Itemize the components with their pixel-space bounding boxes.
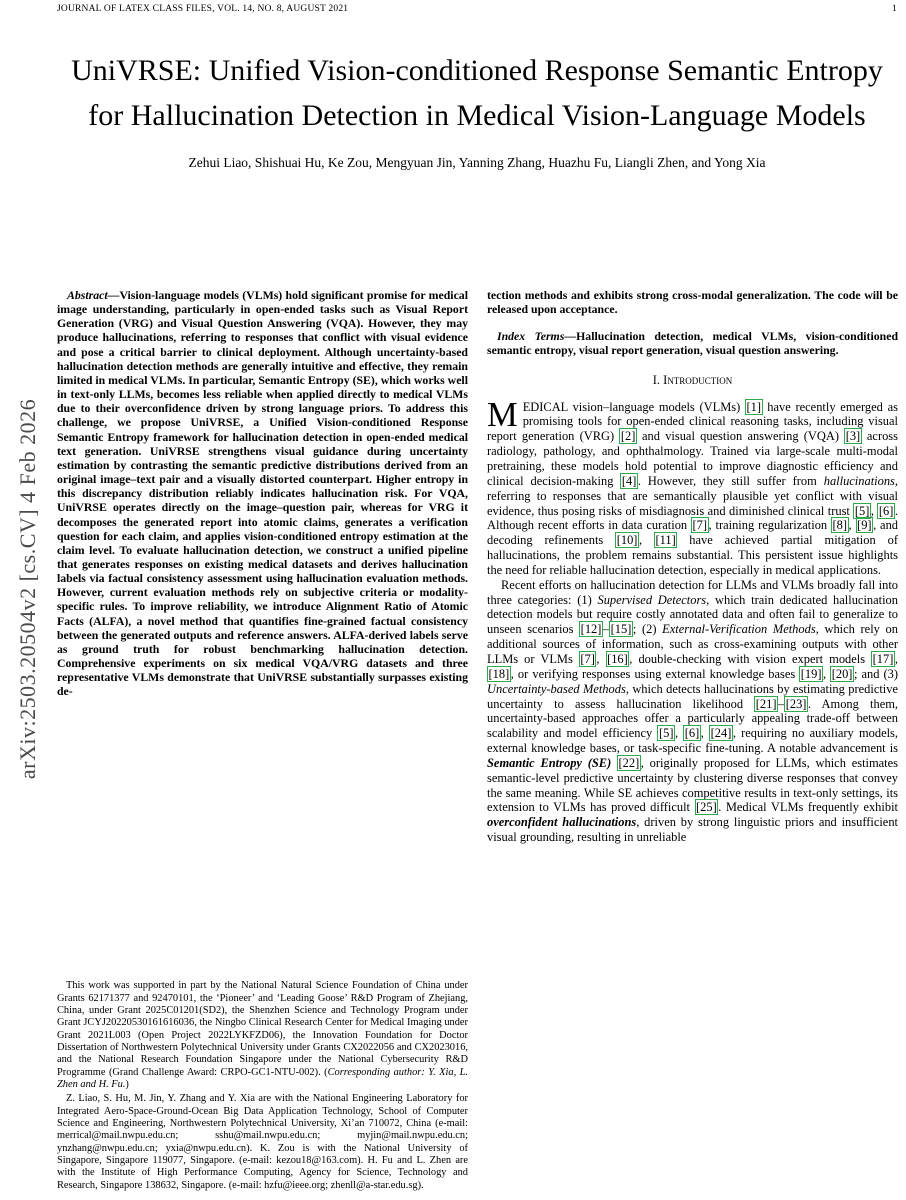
paper-title: UniVRSE: Unified Vision-conditioned Response Semantic Entropy for Hallucination Detection in Medical Vision-Language Models [71, 54, 883, 132]
index-terms [487, 329, 898, 357]
index-terms-text: Hallucination detection, medical VLMs, vision-conditioned semantic entropy, visual report generation, visual question answering. [487, 329, 899, 358]
left-column [57, 288, 468, 1192]
citation-link[interactable]: [2] [620, 429, 636, 444]
citation-link[interactable]: [25] [696, 800, 717, 815]
citation-link[interactable]: [3] [845, 429, 861, 444]
citation-link[interactable]: [24] [710, 726, 732, 741]
arxiv-stamp: arXiv:2503.20504v2 [cs.CV] 4 Feb 2026 [15, 398, 40, 780]
section-number: I. [652, 372, 660, 387]
citation-link[interactable]: [6] [684, 726, 700, 741]
intro-paragraph-2: Recent efforts on hallucination detection for LLMs and VLMs broadly fall into three categories: (1) Supervised Detectors, which train dedicated hallucination detection models but require costly annotated data and often fail to generalize to unseen scenarios [12] – [15] ; (2) External-Verification Methods, which rely on additional sources of information, such as cross-examining outputs with other LLMs or VLMs [7] , [16] , double-checking with vision expert models [17] , [18] , or verifying responses using external knowledge bases [19] , [20] ; and (3) Uncertainty-based Methods, which detects hallucinations by estimating predictive uncertainty to assess hallucination likelihood [21] – [23] . Among them, uncertainty-based approaches offer a particularly appealing trade-off between scalability and model efficiency [5] , [6] , [24] , requiring no auxiliary models, external knowledge bases, or task-specific fine-tuning. A notable advancement is Semantic Entropy (SE) [22] , originally proposed for LLMs, which estimates semantic-level predictive uncertainty by clustering diverse responses that convey the same meaning. While SE achieves competitive results in text-only settings, its extension to VLMs has proved difficult [25] . Medical VLMs frequently exhibit overconfident hallucinations, driven by strong linguistic priors and insufficient visual grounding, resulting in unreliable [487, 577, 899, 845]
citation-link[interactable]: [5] [658, 726, 674, 741]
running-header [57, 4, 897, 14]
citation-link[interactable]: [20] [831, 666, 853, 681]
abstract-text: Vision-language models (VLMs) hold significant promise for medical image understanding, particularly in open-ended tasks such as Visual Report Generation (VRG) and Visual Question Answering (VQA). However, they may produce hallucinations, referring to responses that conflict with visual evidence and pose a critical barrier to clinical deployment. Although uncertainty-based hallucination detection methods are generally intuitive and effective, they remain limited in medical VLMs. In particular, Semantic Entropy (SE), which works well in text-only LLMs, becomes less reliable when applied directly to medical VLMs due to their overconfidence driven by strong language priors. To address this challenge, we propose UniVRSE, a Unified Vision-conditioned Response Semantic Entropy framework for hallucination detection in open-ended medical text generation. UniVRSE strengthens visual guidance during uncertainty estimation by contrasting the semantic predictive distributions derived from an original image–text pair and a visually distorted counterpart. Higher entropy in this discrepancy distribution reliably indicates hallucination risk. For VQA, UniVRSE operates directly on the image–question pair, whereas for VRG it decomposes the generated report into atomic claims, generates a verification question for each claim, and applies vision-conditioned entropy estimation at the claim level. To evaluate hallucination detection, we construct a unified pipeline that generates responses on existing medical datasets and derives hallucination labels via factual consistency assessment using hallucination evaluation methods. However, current evaluation methods rely on subjective criteria or modality-specific rules. To improve reliability, we introduce Alignment Ratio of Atomic Facts (ALFA), a novel method that quantifies fine-grained factual consistency between the generated outputs and reference answers. ALFA-derived labels serve as ground truth for robust benchmarking hallucination detection. Comprehensive experiments on six medical VQA/VRG datasets and three representative VLMs demonstrate that UniVRSE substantially surpasses existing de- [57, 288, 468, 699]
citation-link[interactable]: [7] [692, 518, 708, 533]
introduction-text [487, 395, 899, 845]
citation-link[interactable]: [19] [800, 666, 822, 681]
citation-link[interactable]: [7] [580, 651, 595, 666]
citation-link[interactable]: [4] [621, 473, 637, 488]
section-title: Introduction [663, 372, 733, 387]
funding-footnote: This work was supported in part by the National Natural Science Foundation of China under Grants 62171377 and 92470101, the ‘Pioneer’ and ‘Leading Goose’ R&D Program of Zhejiang, China, under Grant 2025C01201(SD2), the Shenzhen Science and Technology Program under Grant JCYJ20220530161616036, the Ningbo Clinical Research Center for Medical Imaging under Grant 2021L003 (Open Project 2022LYKFZD06), the Innovation Foundation for Doctor Dissertation of Northwestern Polytechnical University under Grants CX2022056 and CX2023016, and the National Research Foundation Singapore under the National Cybersecurity R&D Programme (Grand Challenge Award: CRPO-GC1-NTU-002). (Corresponding author: Y. Xia, L. Zhen and H. Fu.) [57, 980, 469, 1090]
citation-link[interactable]: [5] [854, 503, 870, 518]
citation-link[interactable]: [15] [610, 622, 632, 637]
index-terms-label: Index Terms— [497, 329, 577, 344]
citation-link[interactable]: [10] [616, 533, 638, 548]
citation-link[interactable]: [17] [872, 651, 894, 666]
citation-link[interactable]: [8] [832, 518, 848, 533]
citation-link[interactable]: [9] [857, 518, 872, 533]
abstract-continuation: tection methods and exhibits strong cross-modal generalization. The code will be released upon acceptance. [487, 288, 898, 317]
citation-link[interactable]: [1] [746, 399, 762, 414]
intro-paragraph-1-text: EDICAL vision–language models (VLMs) [1] have recently emerged as promising tools for open-ended clinical reasoning tasks, including visual report generation (VRG) [2] and visual question answering (VQA) [3] across radiology, pathology, and ophthalmology. Trained via large-scale multi-modal pretraining, these models hold potential to improve diagnostic efficiency and clinical decision-making [4] . However, they still suffer from hallucinations, referring to responses that are semantically plausible yet conflict with visual evidence, thus posing risks of misdiagnosis and diminished clinical trust [5] , [6] . Although recent efforts in data curation [7] , training regularization [8] , [9] , and decoding refinements [10] , [11] have achieved partial mitigation of hallucinations, the problem remains substantial. This persistent issue highlights the need for reliable hallucination detection, especially in medical applications. [487, 399, 899, 577]
citation-link[interactable]: [11] [655, 533, 676, 548]
right-column [487, 288, 898, 1192]
first-page-footnote [57, 980, 468, 1192]
citation-link[interactable]: [6] [878, 503, 894, 518]
citation-link[interactable]: [21] [755, 696, 777, 711]
two-column-body [57, 288, 898, 1192]
citation-link[interactable]: [12] [580, 622, 602, 637]
page-number: 1 [892, 4, 897, 14]
author-affiliations-footnote: Z. Liao, S. Hu, M. Jin, Y. Zhang and Y. Xia are with the National Engineering Laboratory for Integrated Aero-Space-Ground-Ocean Big Data Application Technology, School of Computer Science and Engineering, Northwestern Polytechnical University, Xi’an 710072, China (e-mail: merrical@mail.nwpu.edu.cn; sshu@mail.nwpu.edu.cn; myjin@mail.nwpu.edu.cn; ynzhang@nwpu.edu.cn; yxia@nwpu.edu.cn). K. Zou is with the National University of Singapore, Singapore 119077, Singapore. (e-mail: kezou18@163.com). H. Fu and L. Zhen are with the Institute of High Performance Computing, Agency for Science, Technology and Research, Singapore 138632, Singapore. (e-mail: hzfu@ieee.org; zhenll@a-star.edu.sg). [57, 1093, 468, 1191]
citation-link[interactable]: [18] [488, 666, 510, 681]
paper-authors: Zehui Liao, Shishuai Hu, Ke Zou, Mengyuan Jin, Yanning Zhang, Huazhu Fu, Liangli Zhen, and Yong Xia [188, 155, 766, 170]
section-heading-introduction [487, 373, 898, 388]
citation-link[interactable]: [16] [607, 651, 628, 666]
drop-cap: M [487, 395, 518, 434]
abstract [57, 288, 468, 699]
citation-link[interactable]: [22] [618, 755, 640, 770]
intro-paragraph-1 [487, 395, 899, 578]
citation-link[interactable]: [23] [785, 696, 807, 711]
journal-header: JOURNAL OF LATEX CLASS FILES, VOL. 14, NO. 8, AUGUST 2021 [57, 4, 349, 14]
abstract-label: Abstract— [67, 288, 120, 302]
